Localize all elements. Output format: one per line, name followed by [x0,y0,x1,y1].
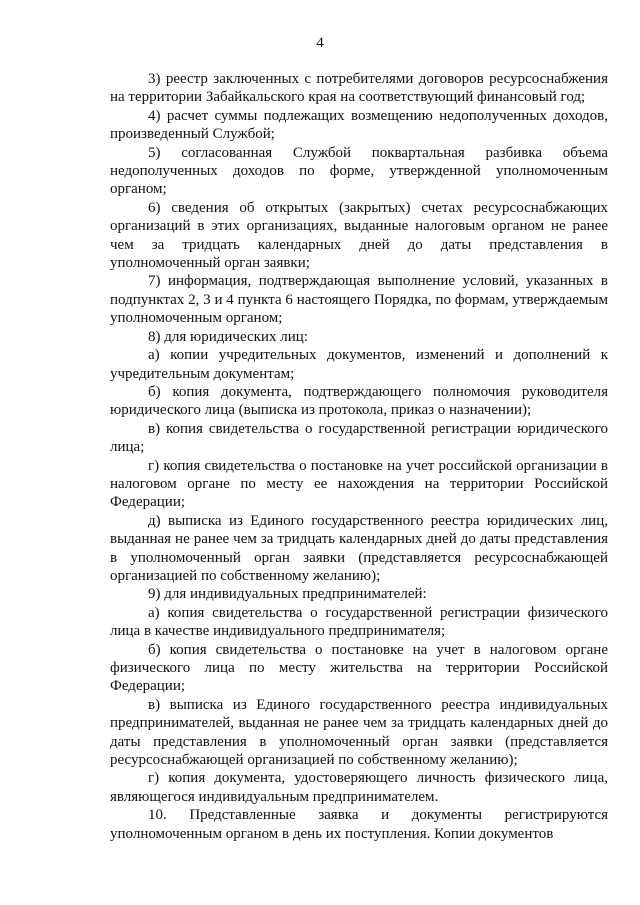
paragraph-item-7: 7) информация, подтверждающая выполнение условий, указанных в подпунктах 2, 3 и 4 пункта 6 настоящего Порядка, по формам, утверждаемым уполномоченным органом; [110,273,608,327]
paragraph-item-9: 9) для индивидуальных предпринимателей: [148,586,427,603]
paragraph-item-3: 3) реестр заключенных с потребителями договоров ресурсоснабжения на территории Забайкальского края на соответствующий финансовый год; [110,71,608,106]
paragraph-item-9b: б) копия свидетельства о постановке на учет в налоговом органе физического лица по месту жительства на территории Российской Федерации; [110,641,608,695]
paragraph-item-8v: в) копия свидетельства о государственной регистрации юридического лица; [110,420,608,456]
paragraph-item-8d: д) выписка из Единого государственного реестра юридических лиц, выданная не ранее чем за тридцать календарных дней до даты представления в уполномоченный орган заявки (представляется ресурсоснабжающей организацией по собственному желанию); [110,512,608,584]
page-number: 4 [316,35,324,51]
paragraph-item-9v: в) выписка из Единого государственного реестра индивидуальных предпринимателей, выданная не ранее чем за тридцать календарных дней до даты представления в уполномоченный орган заявки (представляется ресурсоснабжающей организацией по собственному желанию); [110,696,608,769]
paragraph-item-5: 5) согласованная Службой поквартальная разбивка объема недополученных доходов по форме, утвержденной уполномоченным органом; [110,144,608,198]
paragraph-item-10: 10. Представленные заявка и документы регистрируются уполномоченным органом в день их поступления. Копии документов [110,807,608,842]
paragraph-item-8a: а) копии учредительных документов, изменений и дополнений к учредительным документам; [110,347,608,382]
paragraph-item-8b: б) копия документа, подтверждающего полномочия руководителя юридического лица (выписка из протокола, приказ о назначении); [110,383,608,419]
paragraph-item-4: 4) расчет суммы подлежащих возмещению недополученных доходов, произведенный Службой; [110,107,608,143]
paragraph-item-9g: г) копия документа, удостоверяющего личность физического лица, являющегося индивидуальным предпринимателем. [110,770,608,805]
paragraph-item-8: 8) для юридических лиц: [148,328,308,345]
document-body [110,70,608,843]
paragraph-item-9a: а) копия свидетельства о государственной регистрации физического лица в качестве индивидуального предпринимателя; [110,604,608,640]
paragraph-item-6: 6) сведения об открытых (закрытых) счетах ресурсоснабжающих организаций в этих организациях, выданные налоговым органом не ранее чем за тридцать календарных дней до даты представления в уполномоченный орган заявки; [110,199,608,272]
paragraph-item-8g: г) копия свидетельства о постановке на учет российской организации в налоговом органе по месту ее нахождения на территории Российской Федерации; [110,457,608,511]
